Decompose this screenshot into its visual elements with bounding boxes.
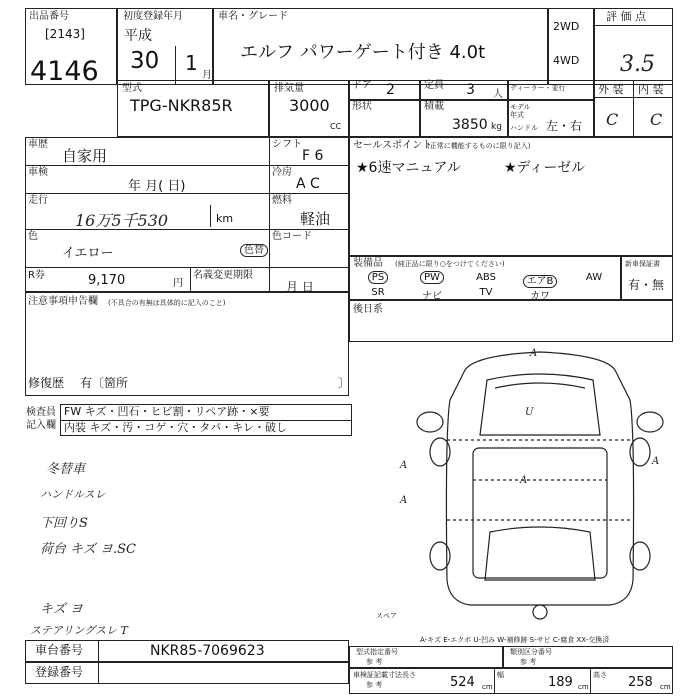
- fuel-label: 燃料: [272, 195, 292, 206]
- designation-label: 型式指定番号: [356, 648, 398, 656]
- repair-label: 修復歴: [28, 376, 65, 390]
- exterior-label: 外 装: [598, 83, 624, 96]
- chassis-value: NKR85-7069623: [150, 643, 265, 659]
- notes-sub: (不具合の有無は具体的に記入のこと): [108, 299, 226, 307]
- displacement-unit: CC: [330, 122, 342, 131]
- inspection-value: 年 月( 日): [128, 179, 186, 194]
- shift-value: F 6: [302, 148, 324, 164]
- displacement-label: 排気量: [274, 83, 304, 94]
- note-5: キズ ヨ: [40, 602, 83, 617]
- sales-point-1: ★6速マニュアル: [356, 160, 461, 176]
- mark-a-center: A: [520, 475, 528, 486]
- history-value: 自家用: [62, 147, 108, 165]
- lot-number: 4146: [30, 56, 99, 87]
- warranty-label: 新車保証書: [625, 260, 660, 268]
- height-label: 高さ: [593, 671, 607, 679]
- sales-sub: (正常に機能するものに限り記入): [427, 142, 531, 150]
- height-unit: cm: [660, 683, 671, 691]
- note-6: ステアリングスレ T: [30, 624, 128, 637]
- notes-box: [25, 292, 349, 396]
- shift-label: シフト: [272, 139, 302, 150]
- inspector-label-2: 記入欄: [26, 420, 56, 431]
- note-4: 荷台 キズ ヨ.SC: [40, 542, 136, 557]
- mark-a-top: A: [530, 348, 538, 359]
- reg-label: 登録番号: [35, 665, 84, 679]
- era: 平成: [124, 28, 152, 44]
- load-label: 積載: [424, 101, 444, 112]
- length-value: 524: [450, 675, 475, 690]
- first-reg-label: 初度登録年月: [123, 11, 183, 22]
- interior-label: 内 装: [638, 83, 664, 96]
- sales-box: [349, 137, 673, 256]
- rear-seat-label: 後日系: [353, 304, 383, 315]
- color-label: 色: [28, 231, 38, 242]
- equipment-sub: (純正品に限り○をつけてください): [395, 260, 505, 268]
- capacity-label: 定員: [424, 80, 444, 91]
- handle-value: 左・右: [546, 119, 583, 133]
- sales-point-2: ★ディーゼル: [504, 160, 586, 176]
- cert-label: 車検証記載寸法: [353, 671, 402, 679]
- equip-airbag: エアB: [518, 272, 562, 287]
- fuel-value: 軽油: [300, 210, 331, 228]
- drive-2wd: 2WD: [553, 20, 580, 33]
- lot-bracket: [2143]: [45, 27, 85, 41]
- mileage-unit: km: [216, 212, 234, 225]
- cert-sub: 参 考: [366, 681, 383, 689]
- dealer-label: ディーラー・並行: [510, 84, 566, 92]
- door-value: 2: [386, 82, 395, 98]
- model-label: 型式: [122, 83, 142, 94]
- month-unit: 月: [202, 70, 212, 81]
- note-1: 冬替車: [46, 462, 86, 477]
- grade-label: 評 価 点: [606, 10, 646, 23]
- width-label: 幅: [497, 671, 504, 679]
- drive-4wd: 4WD: [553, 54, 580, 67]
- equip-leather: カワ: [530, 291, 550, 302]
- repair-value: 有〔箇所: [80, 376, 129, 390]
- mark-a-right: A: [652, 456, 660, 467]
- recycle-value: 9,170: [88, 273, 126, 288]
- equip-pw: PW: [410, 272, 454, 283]
- warranty-value: 有・無: [628, 278, 665, 292]
- door-label: ドア: [352, 80, 372, 91]
- history-label: 車歴: [28, 139, 48, 150]
- shape-label: 形状: [352, 101, 372, 112]
- notes-label: 注意事項申告欄: [28, 296, 98, 307]
- load-unit: kg: [491, 122, 502, 132]
- inspection-label: 車検: [28, 167, 48, 178]
- grade-value: 3.5: [620, 52, 655, 77]
- vehicle-diagram: [395, 340, 685, 630]
- capacity-unit: 人: [493, 89, 503, 100]
- width-value: 189: [548, 675, 573, 690]
- chassis-label: 車台番号: [35, 643, 84, 657]
- name-change-label: 名義変更期限: [193, 270, 253, 281]
- width-unit: cm: [578, 683, 589, 691]
- spare-label: スペア: [376, 612, 397, 620]
- lot-label: 出品番号: [29, 11, 69, 22]
- mileage-label: 走行: [28, 195, 48, 206]
- displacement-value: 3000: [289, 96, 330, 115]
- equipment-label: 装備品: [353, 258, 383, 269]
- repair-end: 〕: [338, 376, 351, 390]
- recycle-label: R券: [28, 270, 45, 281]
- ac-value: A C: [296, 176, 320, 192]
- designation-sub: 参 考: [366, 658, 383, 666]
- capacity-value: 3: [466, 82, 475, 98]
- inspector-row-1: FW キズ・凹石・ヒビ割・リペア跡・×要: [64, 405, 270, 418]
- name-label: 車名・グレード: [218, 11, 288, 22]
- recycle-unit: 円: [173, 278, 183, 289]
- category-sub: 参 考: [520, 658, 537, 666]
- rear-seat-box: [349, 300, 673, 342]
- length-label: 長さ: [402, 671, 416, 679]
- equip-tv: TV: [479, 287, 493, 298]
- ac-label: 冷房: [272, 167, 292, 178]
- note-3: 下回りS: [40, 516, 88, 531]
- first-reg-year: 30: [130, 48, 160, 74]
- equip-ps: PS: [356, 272, 400, 283]
- exterior-grade: C: [606, 110, 619, 129]
- mark-u: U: [525, 407, 534, 418]
- vehicle-name: エルフ パワーゲート付き 4.0t: [240, 42, 486, 63]
- color-code-label: 色コード: [272, 231, 312, 242]
- equip-navi: ナビ: [422, 291, 442, 302]
- color-value: イエロー: [62, 246, 114, 261]
- sales-label: セールスポイント: [353, 140, 433, 151]
- category-label: 類別区分番号: [510, 648, 552, 656]
- name-change-value: 月 日: [286, 280, 314, 294]
- mark-a-lower: A: [400, 495, 408, 506]
- load-value: 3850: [452, 117, 488, 133]
- length-unit: cm: [482, 683, 493, 691]
- color-change: 色替: [240, 244, 268, 257]
- note-2: ハンドルスレ: [40, 488, 106, 501]
- equip-sr: SR: [371, 287, 385, 298]
- height-value: 258: [628, 675, 653, 690]
- mark-a-left: A: [400, 460, 408, 471]
- inspector-label-1: 検査員: [26, 407, 56, 418]
- model-value: TPG-NKR85R: [130, 96, 233, 115]
- inspector-row-2: 内装 キズ・汚・コゲ・穴・タバ・キレ・破し: [64, 421, 288, 434]
- interior-grade: C: [650, 110, 663, 129]
- model-year-label: モデル年式: [510, 103, 531, 119]
- mileage-value: 16万5千530: [75, 211, 169, 230]
- equip-aw: AW: [585, 272, 603, 283]
- first-reg-month: 1: [185, 51, 198, 75]
- handle-label: ハンドル: [510, 124, 538, 132]
- damage-legend: A-キズ E-エクボ U-凹み W-補修跡 S-サビ C-腐食 XX-交換済: [420, 636, 610, 644]
- equip-abs: ABS: [476, 272, 496, 283]
